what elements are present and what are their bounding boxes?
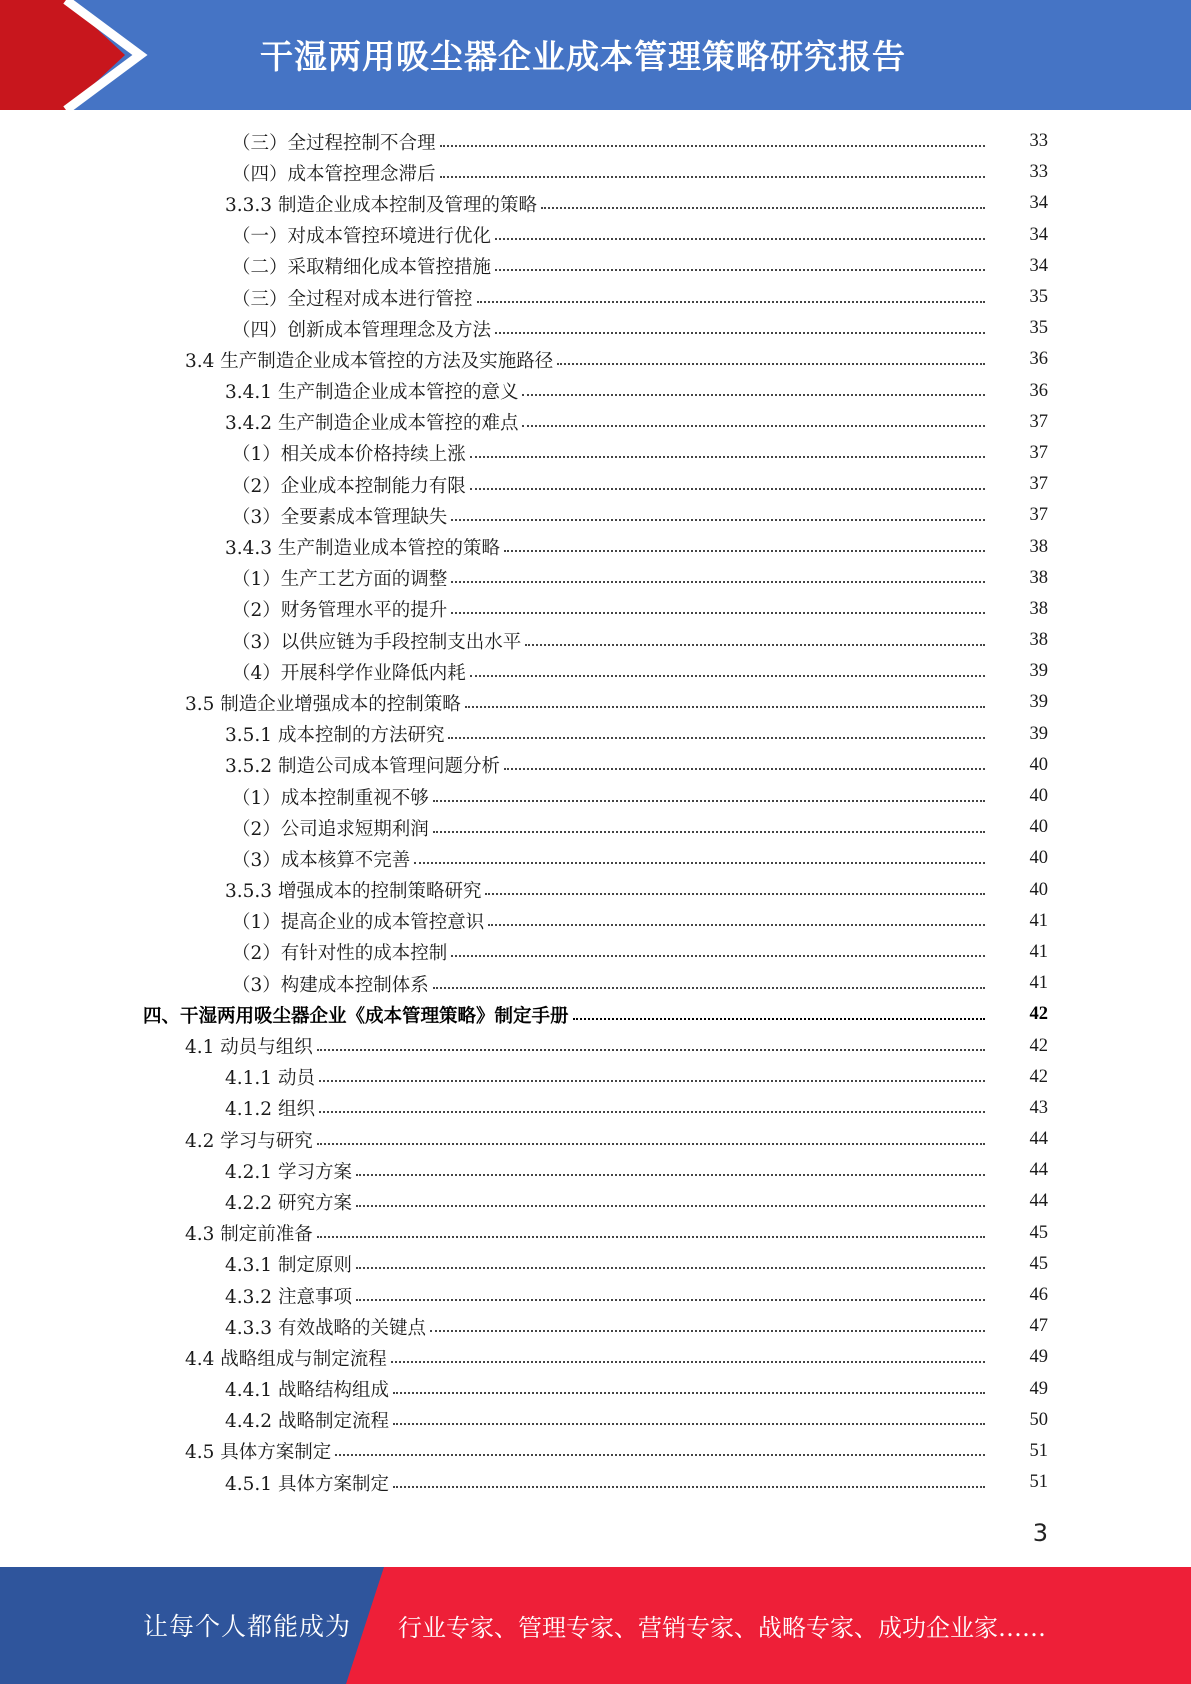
toc-entry[interactable] — [0, 1436, 1191, 1467]
toc-entry-title: 3.4.1 生产制造企业成本管控的意义 — [225, 382, 519, 404]
toc-entry-page: 37 — [1029, 505, 1048, 526]
toc-dot-leader — [477, 283, 985, 303]
toc-entry[interactable] — [0, 126, 1191, 157]
toc-entry-page: 40 — [1029, 817, 1048, 838]
toc-entry-page: 39 — [1029, 661, 1048, 682]
toc-entry-page: 34 — [1029, 224, 1048, 245]
toc-entry-title: 四、干湿两用吸尘器企业《成本管理策略》制定手册 — [143, 1005, 569, 1027]
toc-dot-leader — [317, 1218, 985, 1238]
toc-entry[interactable] — [0, 500, 1191, 531]
toc-entry-title: （一）对成本管控环境进行优化 — [232, 226, 492, 248]
toc-dot-leader — [495, 251, 985, 271]
toc-dot-leader — [433, 969, 985, 989]
toc-entry[interactable] — [0, 313, 1191, 344]
toc-entry[interactable] — [0, 594, 1191, 625]
toc-dot-leader — [522, 407, 985, 427]
toc-entry-page: 40 — [1029, 879, 1048, 900]
toc-entry[interactable] — [0, 188, 1191, 219]
toc-dot-leader — [541, 189, 985, 209]
toc-entry-title: （4）开展科学作业降低内耗 — [232, 662, 466, 684]
toc-entry[interactable] — [0, 469, 1191, 500]
toc-entry[interactable] — [0, 719, 1191, 750]
toc-dot-leader — [335, 1436, 985, 1456]
toc-entry-page: 40 — [1029, 786, 1048, 807]
toc-entry[interactable] — [0, 625, 1191, 656]
toc-entry-title: 3.4.2 生产制造企业成本管控的难点 — [225, 413, 519, 435]
toc-entry[interactable] — [0, 843, 1191, 874]
toc-entry[interactable] — [0, 376, 1191, 407]
toc-entry-page: 49 — [1029, 1378, 1048, 1399]
toc-entry-title: （四）创新成本管理理念及方法 — [232, 319, 492, 341]
toc-dot-leader — [495, 314, 985, 334]
toc-entry-page: 51 — [1029, 1472, 1048, 1493]
toc-entry-title: （1）生产工艺方面的调整 — [232, 569, 448, 591]
toc-entry-title: 3.4.3 生产制造业成本管控的策略 — [225, 538, 500, 560]
toc-entry-title: （3）全要素成本管理缺失 — [232, 506, 448, 528]
toc-dot-leader — [414, 844, 985, 864]
toc-entry-page: 44 — [1029, 1129, 1048, 1150]
toc-dot-leader — [488, 906, 985, 926]
toc-entry[interactable] — [0, 157, 1191, 188]
toc-entry-title: （3）成本核算不完善 — [232, 849, 411, 871]
toc-dot-leader — [495, 220, 985, 240]
toc-entry-title: （四）成本管控理念滞后 — [232, 163, 436, 185]
toc-entry-page: 35 — [1029, 287, 1048, 308]
toc-entry-title: 4.3.2 注意事项 — [225, 1286, 352, 1308]
toc-entry-page: 40 — [1029, 848, 1048, 869]
toc-entry-title: （2）有针对性的成本控制 — [232, 943, 448, 965]
toc-entry-title: 3.3.3 制造企业成本控制及管理的策略 — [225, 194, 537, 216]
toc-dot-leader — [393, 1405, 985, 1425]
toc-entry-title: 4.2 学习与研究 — [185, 1130, 313, 1152]
toc-entry-title: 4.5 具体方案制定 — [185, 1442, 332, 1464]
toc-dot-leader — [470, 438, 985, 458]
toc-dot-leader — [470, 470, 985, 490]
toc-dot-leader — [433, 813, 985, 833]
toc-entry[interactable] — [0, 1311, 1191, 1342]
toc-entry-title: （1）提高企业的成本管控意识 — [232, 912, 485, 934]
toc-entry[interactable] — [0, 687, 1191, 718]
toc-entry[interactable] — [0, 968, 1191, 999]
toc-dot-leader — [317, 1125, 985, 1145]
toc-entry[interactable] — [0, 1374, 1191, 1405]
toc-entry-page: 38 — [1029, 598, 1048, 619]
toc-entry[interactable] — [0, 812, 1191, 843]
toc-entry-page: 38 — [1029, 630, 1048, 651]
toc-entry-page: 40 — [1029, 754, 1048, 775]
toc-dot-leader — [451, 937, 985, 957]
toc-entry-title: 4.3.1 制定原则 — [225, 1255, 352, 1277]
toc-entry-page: 45 — [1029, 1253, 1048, 1274]
report-title: 干湿两用吸尘器企业成本管理策略研究报告 — [260, 37, 906, 76]
toc-entry-title: 3.5.2 制造公司成本管理问题分析 — [225, 756, 500, 778]
toc-entry[interactable] — [0, 344, 1191, 375]
toc-entry-title: 4.3.3 有效战略的关键点 — [225, 1317, 426, 1339]
toc-entry-title: 3.5 制造企业增强成本的控制策略 — [185, 693, 461, 715]
toc-entry-title: （3）以供应链为手段控制支出水平 — [232, 631, 522, 653]
toc-entry-page: 47 — [1029, 1316, 1048, 1337]
toc-entry-page: 37 — [1029, 411, 1048, 432]
toc-entry[interactable] — [0, 750, 1191, 781]
toc-entry[interactable] — [0, 1280, 1191, 1311]
toc-dot-leader — [448, 719, 985, 739]
toc-entry[interactable] — [0, 407, 1191, 438]
toc-entry-title: 3.5.1 成本控制的方法研究 — [225, 725, 445, 747]
toc-entry[interactable] — [0, 563, 1191, 594]
toc-dot-leader — [430, 1312, 985, 1332]
page-number: 3 — [1032, 1519, 1048, 1547]
toc-dot-leader — [470, 657, 985, 677]
toc-entry[interactable] — [0, 937, 1191, 968]
toc-entry-title: 4.1.1 动员 — [225, 1068, 315, 1090]
toc-entry-page: 34 — [1029, 193, 1048, 214]
toc-entry-page: 41 — [1029, 941, 1048, 962]
toc-entry[interactable] — [0, 1062, 1191, 1093]
toc-entry-page: 51 — [1029, 1440, 1048, 1461]
toc-dot-leader — [451, 501, 985, 521]
toc-entry[interactable] — [0, 1030, 1191, 1061]
toc-entry-page: 39 — [1029, 723, 1048, 744]
toc-dot-leader — [485, 875, 985, 895]
toc-entry[interactable] — [0, 1467, 1191, 1498]
toc-entry-page: 46 — [1029, 1285, 1048, 1306]
toc-entry[interactable] — [0, 1093, 1191, 1124]
toc-entry-title: 4.4.1 战略结构组成 — [225, 1380, 389, 1402]
toc-dot-leader — [433, 782, 985, 802]
toc-entry-title: （三）全过程对成本进行管控 — [232, 288, 473, 310]
toc-entry[interactable] — [0, 906, 1191, 937]
toc-dot-leader — [440, 158, 985, 178]
toc-entry-title: （3）构建成本控制体系 — [232, 974, 429, 996]
toc-entry-title: 4.1 动员与组织 — [185, 1037, 313, 1059]
toc-entry[interactable] — [0, 531, 1191, 562]
toc-entry-title: （1）成本控制重视不够 — [232, 787, 429, 809]
toc-entry-page: 36 — [1029, 349, 1048, 370]
toc-entry[interactable] — [0, 1186, 1191, 1217]
toc-entry-title: 4.3 制定前准备 — [185, 1224, 313, 1246]
toc-entry-title: 3.5.3 增强成本的控制策略研究 — [225, 881, 482, 903]
footer-slogan-left: 让每个人都能成为 — [143, 1612, 352, 1641]
toc-entry-page: 44 — [1029, 1191, 1048, 1212]
toc-entry-page: 42 — [1029, 1035, 1048, 1056]
toc-entry-page: 41 — [1029, 910, 1048, 931]
toc-entry[interactable] — [0, 1342, 1191, 1373]
toc-dot-leader — [451, 563, 985, 583]
toc-entry-page: 34 — [1029, 255, 1048, 276]
toc-entry-page: 41 — [1029, 973, 1048, 994]
toc-dot-leader — [504, 750, 985, 770]
toc-entry-page: 43 — [1029, 1097, 1048, 1118]
toc-dot-leader — [356, 1281, 985, 1301]
toc-entry[interactable] — [0, 1405, 1191, 1436]
toc-entry-page: 38 — [1029, 536, 1048, 557]
toc-entry[interactable] — [0, 438, 1191, 469]
toc-entry-title: 4.1.2 组织 — [225, 1099, 315, 1121]
footer-slogan-right: 行业专家、管理专家、营销专家、战略专家、成功企业家…… — [398, 1614, 1046, 1642]
toc-dot-leader — [356, 1249, 985, 1269]
toc-entry-title: 4.2.2 研究方案 — [225, 1192, 352, 1214]
toc-dot-leader — [440, 127, 985, 147]
toc-dot-leader — [356, 1187, 985, 1207]
toc-entry-title: 4.4.2 战略制定流程 — [225, 1411, 389, 1433]
toc-entry-title: 3.4 生产制造企业成本管控的方法及实施路径 — [185, 350, 554, 372]
toc-entry-page: 39 — [1029, 692, 1048, 713]
toc-entry-page: 50 — [1029, 1409, 1048, 1430]
toc-entry-page: 42 — [1029, 1066, 1048, 1087]
footer-banner — [0, 1567, 1191, 1684]
toc-entry[interactable] — [0, 1155, 1191, 1186]
toc-entry-title: （1）相关成本价格持续上涨 — [232, 444, 466, 466]
toc-entry-page: 35 — [1029, 318, 1048, 339]
toc-entry-title: （三）全过程控制不合理 — [232, 132, 436, 154]
toc-dot-leader — [573, 1000, 985, 1020]
toc-entry[interactable] — [0, 282, 1191, 313]
toc-entry-page: 45 — [1029, 1222, 1048, 1243]
toc-entry[interactable] — [0, 999, 1191, 1030]
toc-entry-page: 38 — [1029, 567, 1048, 588]
table-of-contents — [0, 126, 1191, 1498]
toc-entry-title: （二）采取精细化成本管控措施 — [232, 257, 492, 279]
toc-entry[interactable] — [0, 220, 1191, 251]
toc-entry[interactable] — [0, 656, 1191, 687]
toc-dot-leader — [393, 1468, 985, 1488]
toc-entry-title: （2）企业成本控制能力有限 — [232, 475, 466, 497]
toc-entry-title: （2）财务管理水平的提升 — [232, 600, 448, 622]
toc-entry[interactable] — [0, 875, 1191, 906]
toc-entry-title: 4.4 战略组成与制定流程 — [185, 1348, 387, 1370]
toc-dot-leader — [356, 1156, 985, 1176]
toc-dot-leader — [504, 532, 985, 552]
toc-entry[interactable] — [0, 781, 1191, 812]
toc-entry-page: 36 — [1029, 380, 1048, 401]
toc-dot-leader — [557, 345, 985, 365]
toc-dot-leader — [391, 1343, 985, 1363]
toc-entry-page: 49 — [1029, 1347, 1048, 1368]
toc-dot-leader — [465, 688, 985, 708]
toc-entry-page: 44 — [1029, 1160, 1048, 1181]
toc-dot-leader — [319, 1062, 985, 1082]
toc-dot-leader — [451, 594, 985, 614]
toc-entry-page: 42 — [1029, 1004, 1048, 1025]
toc-entry-title: 4.2.1 学习方案 — [225, 1161, 352, 1183]
toc-dot-leader — [522, 376, 985, 396]
header-banner — [0, 0, 1191, 110]
toc-entry-page: 37 — [1029, 474, 1048, 495]
toc-entry-page: 33 — [1029, 131, 1048, 152]
toc-entry-title: （2）公司追求短期利润 — [232, 818, 429, 840]
toc-entry-page: 33 — [1029, 162, 1048, 183]
toc-entry-title: 4.5.1 具体方案制定 — [225, 1473, 389, 1495]
toc-entry[interactable] — [0, 1218, 1191, 1249]
toc-entry[interactable] — [0, 1124, 1191, 1155]
toc-entry[interactable] — [0, 1249, 1191, 1280]
toc-dot-leader — [319, 1093, 985, 1113]
toc-dot-leader — [393, 1374, 985, 1394]
toc-entry-page: 37 — [1029, 442, 1048, 463]
toc-dot-leader — [525, 626, 985, 646]
toc-dot-leader — [317, 1031, 985, 1051]
toc-entry[interactable] — [0, 251, 1191, 282]
